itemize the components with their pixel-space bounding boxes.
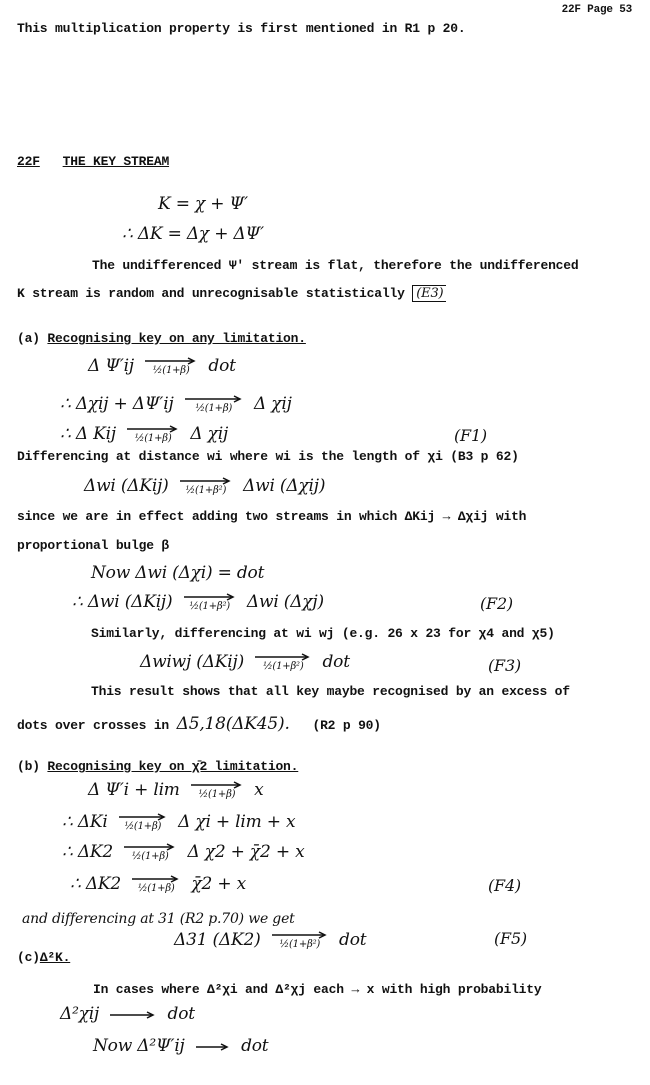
a-eq4-arrow-label: ½(1+β²) xyxy=(185,485,227,496)
page-reference: 22F Page 53 xyxy=(561,4,632,16)
b-eq5-arrow xyxy=(272,931,328,950)
b-eq2-arrow xyxy=(119,813,167,832)
a-eq3-lhs: ∴ Δ Kij xyxy=(60,424,116,444)
c-eq2-rhs: dot xyxy=(241,1036,269,1056)
section-heading xyxy=(17,154,169,169)
a-result-expression: Δ5,18(ΔK45). xyxy=(176,714,290,734)
b-eq3-arrow xyxy=(124,843,176,862)
a-eq6-rhs: Δwi (Δχj) xyxy=(246,592,324,612)
a-eq3-rhs: Δ χij xyxy=(190,424,229,444)
a-equation-5: Now Δwi (Δχi) = dot xyxy=(91,563,265,583)
b-eq1-rhs: x xyxy=(254,780,264,800)
paragraph-line-2-text: K stream is random and unrecognisable statistically xyxy=(17,286,405,301)
a-eq2-rhs: Δ χij xyxy=(253,394,292,414)
paragraph-line-1: The undifferenced Ψ′ stream is flat, therefore the undifferenced xyxy=(92,258,579,273)
c-equation-2 xyxy=(93,1036,268,1056)
b-differencing-line: and differencing at 31 (R2 p.70) we get xyxy=(22,911,295,927)
a-eq6-arrow xyxy=(184,593,236,612)
c-eq1-rhs: dot xyxy=(167,1004,195,1024)
a-eq7-number: (F3) xyxy=(488,656,521,675)
b-eq4-arrow xyxy=(132,875,180,894)
equation-k: K = χ + Ψ′ xyxy=(158,194,248,214)
a-eq6-arrow-label: ½(1+β²) xyxy=(189,601,230,612)
equation-delta-k: ∴ ΔK = Δχ + ΔΨ′ xyxy=(122,224,264,244)
b-eq1-arrow-label: ½(1+β) xyxy=(198,789,236,800)
a-eq1-rhs: dot xyxy=(208,356,236,376)
a-eq7-arrow-label: ½(1+β²) xyxy=(262,661,304,672)
a-eq4-arrow xyxy=(180,477,232,496)
a-eq1-lhs: Δ Ψ′ij xyxy=(88,356,134,376)
part-c-heading xyxy=(17,950,70,965)
a-eq6-number: (F2) xyxy=(480,594,513,613)
part-a-title: Recognising key on any limitation. xyxy=(47,331,306,346)
b-equation-5 xyxy=(174,930,366,950)
c-eq1-arrow xyxy=(110,1011,156,1019)
section-title: THE KEY STREAM xyxy=(62,154,170,169)
a-eq7-arrow xyxy=(255,653,311,672)
b-eq3-arrow-label: ½(1+β) xyxy=(131,851,169,862)
a-bulge-line: proportional bulge β xyxy=(17,538,170,553)
a-similarly-line: Similarly, differencing at wi wj (e.g. 26 x 23 for χ4 and χ5) xyxy=(91,626,555,641)
a-eq3-number: (F1) xyxy=(454,426,487,445)
b-eq1-lhs: Δ Ψ′i + lim xyxy=(88,780,180,800)
a-equation-6 xyxy=(72,592,324,612)
a-eq7-rhs: dot xyxy=(322,652,350,672)
b-eq4-rhs: χ̄2 + x xyxy=(191,874,247,894)
part-c-label: (c) xyxy=(17,950,40,965)
a-equation-1 xyxy=(88,356,236,376)
part-a-label: (a) xyxy=(17,331,40,346)
b-eq5-arrow-label: ½(1+β²) xyxy=(279,939,321,950)
part-b-label: (b) xyxy=(17,759,40,774)
a-eq3-arrow-label: ½(1+β) xyxy=(134,433,172,444)
a-result-text: dots over crosses in xyxy=(17,718,170,733)
a-eq2-arrow-label: ½(1+β) xyxy=(195,403,233,414)
b-eq5-number: (F5) xyxy=(494,929,527,948)
b-eq4-lhs: ∴ ΔK2 xyxy=(70,874,122,894)
intro-line: This multiplication property is first mentioned in R1 p 20. xyxy=(17,21,466,36)
b-eq3-rhs: Δ χ2 + χ̄2 + x xyxy=(187,842,305,862)
a-equation-4 xyxy=(84,476,325,496)
a-equation-7 xyxy=(140,652,350,672)
b-eq4-number: (F4) xyxy=(488,876,521,895)
b-equation-1 xyxy=(88,780,264,800)
a-eq4-rhs: Δwi (Δχij) xyxy=(243,476,326,496)
b-eq2-lhs: ∴ ΔKi xyxy=(62,812,108,832)
c-equation-1 xyxy=(60,1004,195,1024)
b-eq2-arrow-label: ½(1+β) xyxy=(124,821,162,832)
a-eq6-lhs: ∴ Δwi (ΔKij) xyxy=(72,592,173,612)
c-eq1-lhs: Δ²χij xyxy=(60,1004,100,1024)
a-eq7-lhs: Δwiwj (ΔKij) xyxy=(140,652,245,672)
part-b-title: Recognising key on χ̄2 limitation. xyxy=(47,759,299,774)
a-eq3-arrow xyxy=(127,425,179,444)
a-since-line: since we are in effect adding two streams in which ΔKij → Δχij with xyxy=(17,509,527,524)
c-eq2-lhs: Now Δ²Ψ′ij xyxy=(93,1036,185,1056)
part-c-title: Δ²K. xyxy=(39,950,71,965)
b-eq3-lhs: ∴ ΔK2 xyxy=(62,842,114,862)
a-equation-3 xyxy=(60,424,228,444)
paragraph-line-2 xyxy=(17,285,446,302)
b-eq5-lhs: Δ31 (ΔK2) xyxy=(174,930,261,950)
b-eq2-rhs: Δ χi + lim + x xyxy=(178,812,296,832)
a-eq1-arrow-label: ½(1+β) xyxy=(152,365,190,376)
a-result-line-2 xyxy=(17,714,381,734)
paragraph-reference: (E3) xyxy=(412,285,446,302)
b-eq1-arrow xyxy=(191,781,243,800)
c-eq2-arrow xyxy=(196,1043,230,1051)
a-eq4-lhs: Δwi (ΔKij) xyxy=(84,476,169,496)
part-a-heading xyxy=(17,331,306,346)
a-eq2-arrow xyxy=(185,395,243,414)
a-equation-2 xyxy=(60,394,292,414)
b-eq5-rhs: dot xyxy=(339,930,367,950)
b-equation-2 xyxy=(62,812,295,832)
a-differencing-line: Differencing at distance wi where wi is the length of χi (B3 p 62) xyxy=(17,449,519,464)
b-eq4-arrow-label: ½(1+β) xyxy=(137,883,175,894)
a-eq2-lhs: ∴ Δχij + ΔΨ′ij xyxy=(60,394,174,414)
part-b-heading xyxy=(17,759,298,774)
a-result-reference: (R2 p 90) xyxy=(312,718,381,733)
c-cases-line: In cases where Δ²χi and Δ²χj each → x with high probability xyxy=(93,982,542,997)
b-equation-4 xyxy=(70,874,246,894)
section-number: 22F xyxy=(17,154,40,169)
a-eq1-arrow xyxy=(145,357,197,376)
a-result-line-1: This result shows that all key maybe recognised by an excess of xyxy=(91,684,570,699)
b-equation-3 xyxy=(62,842,304,862)
